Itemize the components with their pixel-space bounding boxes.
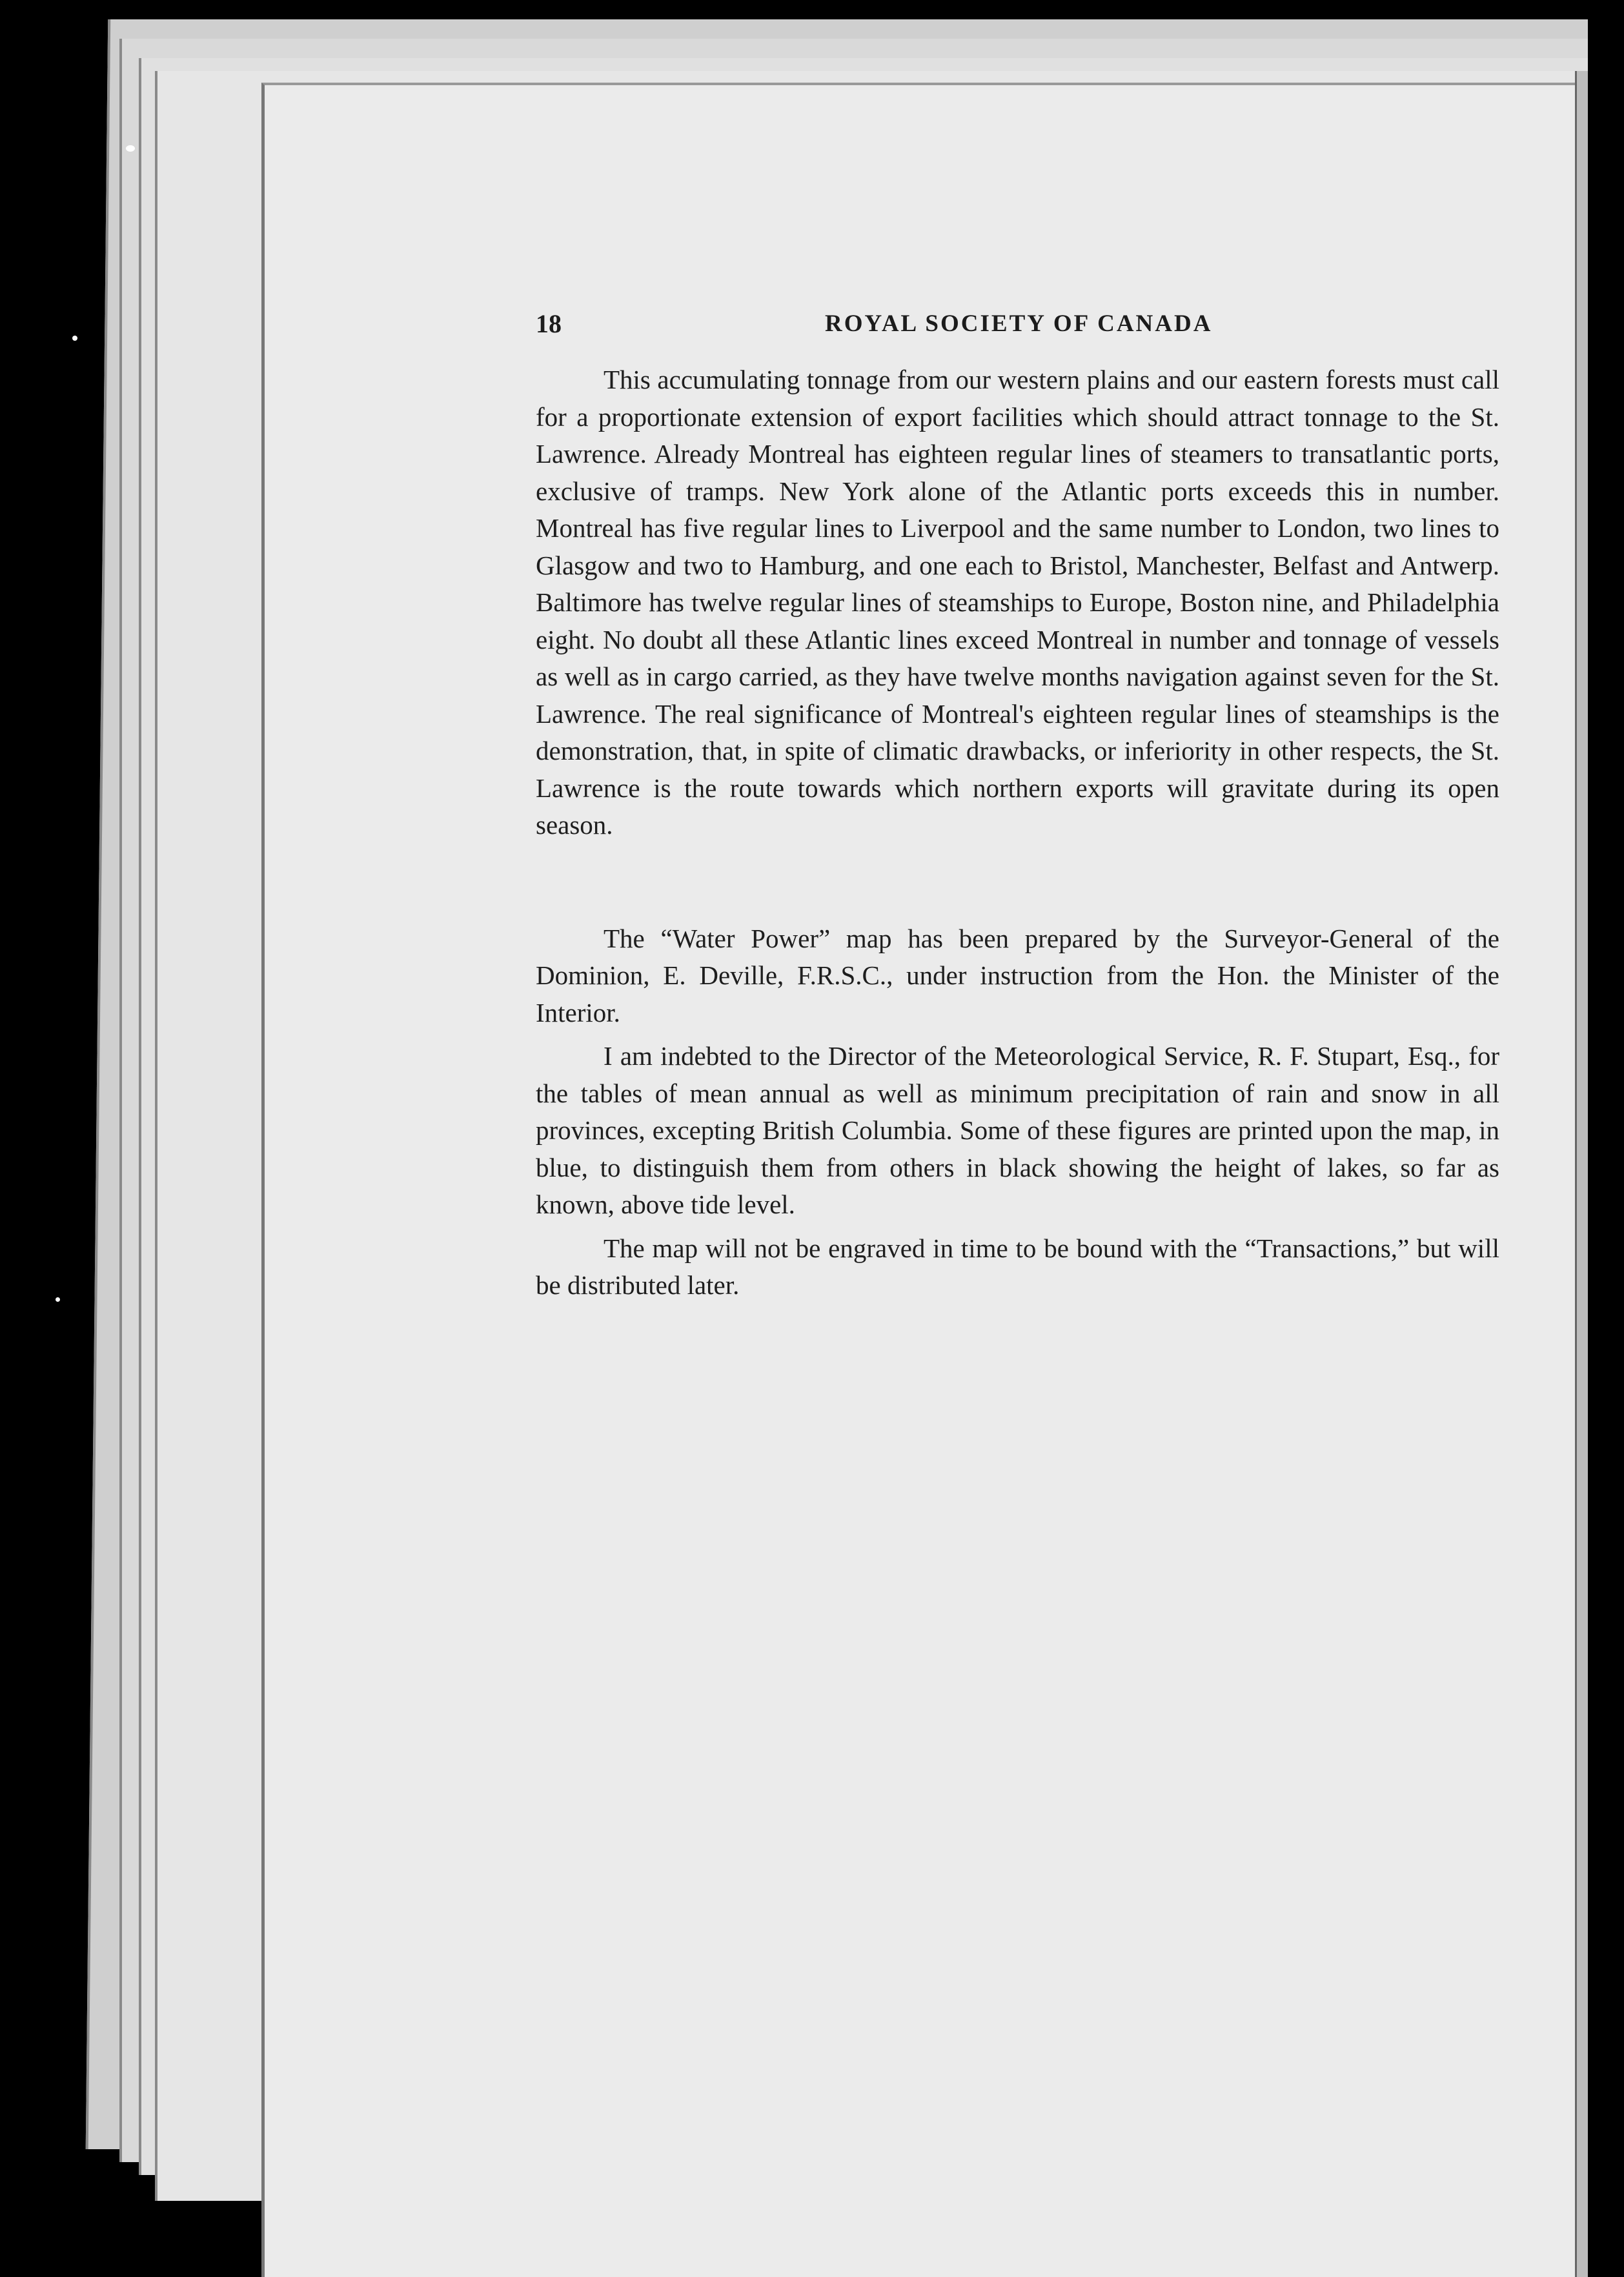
paragraph-shipping: This accumulating tonnage from our western plains and our eastern forests must call for a proportionate extension of export facilities which should attract tonnage to the St. Lawrence. Already Montreal has eighteen regular lines of steamers to transatlantic ports, exclusive of tramps. New York alone of the Atlantic ports exceeds this in number. Montreal has five regular lines to Liverpool and the same number to London, two lines to Glasgow and two to Hamburg, and one each to Bristol, Manchester, Belfast and Antwerp. Baltimore has twelve regular lines of steamships to Europe, Boston nine, and Philadelphia eight. No doubt all these Atlantic lines exceed Montreal in number and tonnage of vessels as well as in cargo carried, as they have twelve months navigation against seven for the St. Lawrence. The real significance of Montreal's eighteen regular lines of steamships is the demonstration, that, in spite of climatic drawbacks, or inferiority in other respects, the St. Lawrence is the route towards which northern exports will gravitate during its open season.: [536, 365, 1499, 840]
running-head: ROYAL SOCIETY OF CANADA: [825, 310, 1213, 337]
page-header: [536, 309, 1504, 347]
page-body: [536, 361, 1499, 1304]
paragraph-water-power-map: The “Water Power” map has been prepared by the Surveyor-General of the Dominion, E. Deville, F.R.S.C., under instruction from the Hon. the Minister of the Interior.: [536, 923, 1499, 1027]
page-number: 18: [536, 309, 562, 338]
scan-speck: [126, 145, 135, 152]
paragraph-meteorological: I am indebted to the Director of the Meteorological Service, R. F. Stupart, Esq., for the tables of mean annual as well as minimum precipitation of rain and snow in all provinces, excepting British Columbia. Some of these figures are printed upon the map, in blue, to distinguish them from others in black showing the height of lakes, so far as known, above tide level.: [536, 1041, 1499, 1219]
scan-speck: [72, 336, 77, 341]
scan-speck: [56, 1297, 60, 1302]
paragraph-transactions: The map will not be engraved in time to be bound with the “Transactions,” but will be distributed later.: [536, 1233, 1499, 1300]
scan-border: [1588, 0, 1624, 2277]
